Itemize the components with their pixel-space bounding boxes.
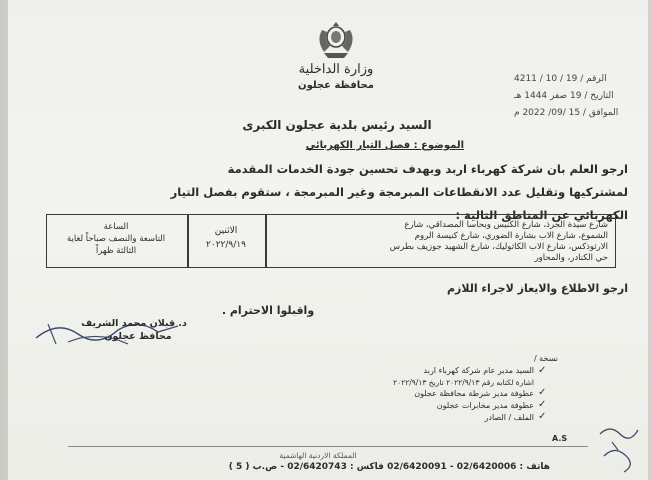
check-mark-icon: ✓ bbox=[538, 411, 547, 422]
schedule-day: الاثنين bbox=[214, 226, 238, 236]
copies-label: نسخة / bbox=[533, 354, 558, 363]
letter-sheet bbox=[8, 0, 648, 480]
area-line: الارثوذكس، شارع الاب الكاثوليك، شارع الشهيد جوزيف بطرس bbox=[389, 242, 608, 252]
signatory-title: محافظ عجلون bbox=[104, 331, 172, 342]
recipient-line: السيد رئيس بلدية عجلون الكبرى bbox=[242, 118, 432, 132]
closing-instruction: ارجو الاطلاع والايعاز لاجراء اللازم bbox=[446, 282, 628, 295]
footer-divider bbox=[68, 446, 588, 447]
body-line: ارجو العلم بان شركة كهرباء اربد وبهدف تحسين جودة الخدمات المقدمة bbox=[227, 162, 628, 176]
time-line: التاسعة والنصف صباحاً لغاية bbox=[66, 234, 166, 244]
time-line: الساعة bbox=[103, 222, 129, 232]
check-mark-icon: ✓ bbox=[538, 387, 547, 398]
handwritten-margin-note bbox=[594, 420, 644, 476]
governorate-name: محافظة عجلون bbox=[298, 80, 374, 91]
check-mark-icon: ✓ bbox=[538, 399, 547, 410]
footer-contacts: هاتف : 02/6420006 - 02/6420091 فاكس : 02/6420743 - ص.ب ( 5 ) bbox=[228, 462, 550, 472]
gregorian-date: الموافق / 15 /09/ 2022 م bbox=[514, 108, 619, 118]
copy-item: الملف / الصادر bbox=[484, 413, 534, 422]
schedule-date: ٢٠٢٢/٩/١٩ bbox=[206, 240, 246, 250]
signatory-name: د. قبلان محمد الشريف bbox=[81, 318, 187, 329]
typist-initials: A.S bbox=[552, 434, 568, 443]
area-line: حي الكنادر، والمحاور bbox=[534, 253, 608, 263]
subject-line: الموضوع : فصل التيار الكهربائي bbox=[305, 140, 464, 151]
body-line: لمشتركيها وتقليل عدد الانقطاعات المبرمجة وغير المبرمجة ، ستقوم بفصل التيار bbox=[170, 185, 628, 199]
jordan-coat-of-arms-emblem bbox=[310, 20, 362, 60]
regards-line: واقبلوا الاحترام . bbox=[221, 304, 315, 317]
copy-item: السيد مدير عام شركة كهرباء اربد bbox=[423, 366, 534, 375]
copy-item: اشارة لكتابه رقم ٢٠٢٢/٩/١٣ تاريخ ٢٠٢٢/٩/١٣ bbox=[393, 378, 534, 387]
copy-item: عطوفة مدير شرطة محافظة عجلون bbox=[414, 389, 534, 398]
footer-address: المملكة الاردنية الهاشمية bbox=[279, 451, 357, 460]
ministry-name: وزارة الداخلية bbox=[298, 62, 374, 77]
time-line: الثالثة ظهراً bbox=[95, 246, 137, 256]
body-line: الكهربائي عن المناطق التالية : bbox=[455, 208, 628, 222]
check-mark-icon: ✓ bbox=[538, 365, 547, 376]
area-line: الشموع، شارع الاب بشارة الضوري، شارع كنيسة الروم bbox=[414, 231, 608, 241]
hijri-date: التاريخ / 19 صفر 1444 هـ bbox=[514, 91, 614, 101]
reference-number: الرقم / 19 / 10 / 4211 bbox=[514, 74, 607, 84]
area-line: شارع سيدة الجرذ، شارع الكنيس وبحاسا المصداقي، شارع bbox=[404, 220, 608, 230]
copy-item: عطوفة مدير مخابرات عجلون bbox=[436, 401, 534, 410]
